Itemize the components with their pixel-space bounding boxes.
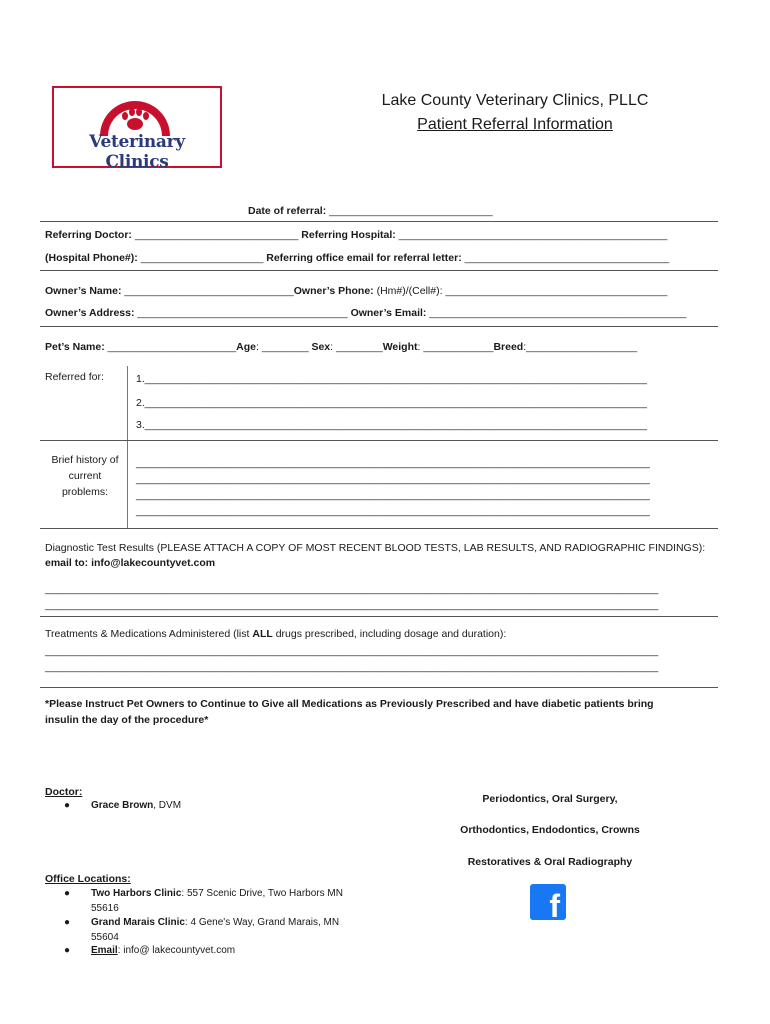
owner-phone-label: Owner’s Phone: — [293, 285, 374, 297]
doctor-name: Grace Brown — [91, 800, 154, 811]
divider — [40, 221, 718, 222]
referred-line-1[interactable]: 1.______________________________________________________________________________________ — [136, 373, 647, 385]
column-divider — [127, 366, 128, 528]
owner-email-field[interactable]: ____________________________________________ — [429, 307, 687, 319]
email-label: Email — [91, 945, 118, 956]
weight-field[interactable]: ____________ — [423, 341, 494, 353]
treatments-suffix: drugs prescribed, including dosage and duration): — [275, 628, 507, 640]
pet-name-label: Pet’s Name: — [45, 341, 105, 353]
hospital-phone-row — [45, 251, 669, 265]
history-line-3[interactable]: ________________________________________________________________________________________ — [136, 489, 650, 501]
date-field[interactable]: ____________________________ — [329, 205, 493, 217]
clinic-logo — [52, 86, 222, 172]
instruction-line-1: *Please Instruct Pet Owners to Continue to Give all Medications as Previously Prescribed and have diabetic patients bring — [45, 698, 654, 710]
owner-name-field[interactable]: _____________________________ — [124, 285, 294, 297]
owner-phone-field[interactable]: ______________________________________ — [445, 285, 668, 297]
divider — [40, 326, 718, 327]
owner-name-row — [45, 284, 667, 298]
page-subtitle — [360, 116, 670, 134]
treatments-bold: ALL — [252, 628, 273, 640]
location-1-address: : 557 Scenic Drive, Two Harbors MN — [181, 888, 343, 899]
service-3: Restoratives & Oral Radiography — [467, 856, 633, 868]
subtitle-text: Patient Referral Information — [417, 116, 613, 133]
location-1-zip: 55616 — [91, 903, 119, 914]
history-line-2[interactable]: ________________________________________________________________________________________ — [136, 473, 650, 485]
age-field[interactable]: ________ — [261, 341, 309, 353]
hospital-phone-label: (Hospital Phone#): — [45, 252, 138, 264]
divider — [40, 687, 718, 688]
page-title: Lake County Veterinary Clinics, PLLC — [381, 92, 649, 109]
sex-label: Sex — [311, 341, 331, 353]
location-2-address: : 4 Gene's Way, Grand Marais, MN — [184, 917, 340, 928]
breed-label: Breed — [493, 341, 524, 353]
bullet-icon: ● — [64, 945, 71, 956]
location-1 — [91, 887, 343, 901]
doctor-entry — [91, 799, 181, 813]
divider — [40, 528, 718, 529]
owner-email-label: Owner’s Email: — [350, 307, 427, 319]
location-2-zip: 55604 — [91, 932, 119, 943]
doctor-title: , DVM — [153, 800, 182, 811]
instruction-line-2: insulin the day of the procedure* — [45, 714, 209, 726]
diagnostic-line-2[interactable]: _________________________________________________________________________________________________________ — [45, 599, 659, 611]
logo-name: Veterinary Clinics — [89, 132, 185, 172]
facebook-glyph: f — [549, 888, 560, 924]
breed-field[interactable]: ___________________ — [526, 341, 638, 353]
bullet-icon: ● — [64, 917, 71, 928]
date-row — [248, 204, 493, 218]
facebook-icon[interactable] — [530, 884, 566, 924]
divider — [40, 270, 718, 271]
owner-address-label: Owner’s Address: — [45, 307, 135, 319]
referred-for-label: Referred for: — [45, 371, 104, 383]
hospital-phone-field[interactable]: _____________________ — [140, 252, 264, 264]
treatments-row — [45, 627, 506, 641]
owner-name-label: Owner’s Name: — [45, 285, 122, 297]
email-entry — [91, 944, 235, 958]
referred-line-2[interactable]: 2.______________________________________________________________________________________ — [136, 397, 647, 409]
age-label: Age — [236, 341, 256, 353]
service-1: Periodontics, Oral Surgery, — [482, 793, 618, 805]
divider — [40, 616, 718, 617]
location-2 — [91, 916, 339, 930]
referring-doctor-label: Referring Doctor: — [45, 229, 132, 241]
bullet-icon: ● — [64, 888, 71, 899]
service-2: Orthodontics, Endodontics, Crowns — [460, 824, 640, 836]
referred-line-3[interactable]: 3.______________________________________________________________________________________ — [136, 419, 647, 431]
date-label: Date of referral: — [248, 205, 327, 217]
owner-address-field[interactable]: ____________________________________ — [137, 307, 348, 319]
history-label-3: problems: — [61, 486, 109, 498]
divider — [40, 440, 718, 441]
location-1-name: Two Harbors Clinic — [91, 888, 182, 899]
referral-email-label: Referring office email for referral letter: — [266, 252, 462, 264]
history-label-2: current — [68, 470, 102, 482]
logo-arch-paw-icon — [96, 88, 174, 138]
email-value[interactable]: : info@ lakecountyvet.com — [117, 945, 236, 956]
referring-row — [45, 228, 667, 242]
owner-address-row — [45, 306, 686, 320]
pet-row: Pet’s Name: ______________________Age: ________ Sex: ________Weight: ____________Breed:___________________ — [45, 341, 638, 353]
referral-email-field[interactable]: ___________________________________ — [464, 252, 670, 264]
treatments-line-2[interactable]: _________________________________________________________________________________________________________ — [45, 661, 659, 673]
sex-field[interactable]: ________ — [335, 341, 383, 353]
diagnostic-email: email to: info@lakecountyvet.com — [45, 557, 216, 569]
bullet-icon: ● — [64, 800, 71, 811]
location-2-name: Grand Marais Clinic — [91, 917, 185, 928]
history-line-4[interactable]: ________________________________________________________________________________________ — [136, 505, 650, 517]
referring-hospital-label: Referring Hospital: — [301, 229, 396, 241]
referring-doctor-field[interactable]: ____________________________ — [134, 229, 299, 241]
referring-hospital-field[interactable]: ______________________________________________ — [398, 229, 668, 241]
treatments-prefix: Treatments & Medications Administered (list — [45, 628, 250, 640]
diagnostic-text: Diagnostic Test Results (PLEASE ATTACH A COPY OF MOST RECENT BLOOD TESTS, LAB RESULTS, AND RADIOGRAPHIC FINDINGS): — [45, 542, 706, 554]
owner-phone-hint: (Hm#)/(Cell#): — [376, 285, 443, 297]
doctor-heading: Doctor: — [45, 786, 83, 798]
history-label-1: Brief history of — [51, 454, 119, 466]
history-line-1[interactable]: ________________________________________________________________________________________ — [136, 457, 650, 469]
diagnostic-line-1[interactable]: _________________________________________________________________________________________________________ — [45, 583, 659, 595]
pet-name-field[interactable]: ______________________ — [107, 341, 237, 353]
weight-label: Weight — [382, 341, 418, 353]
locations-heading: Office Locations: — [45, 873, 131, 885]
treatments-line-1[interactable]: _________________________________________________________________________________________________________ — [45, 645, 659, 657]
